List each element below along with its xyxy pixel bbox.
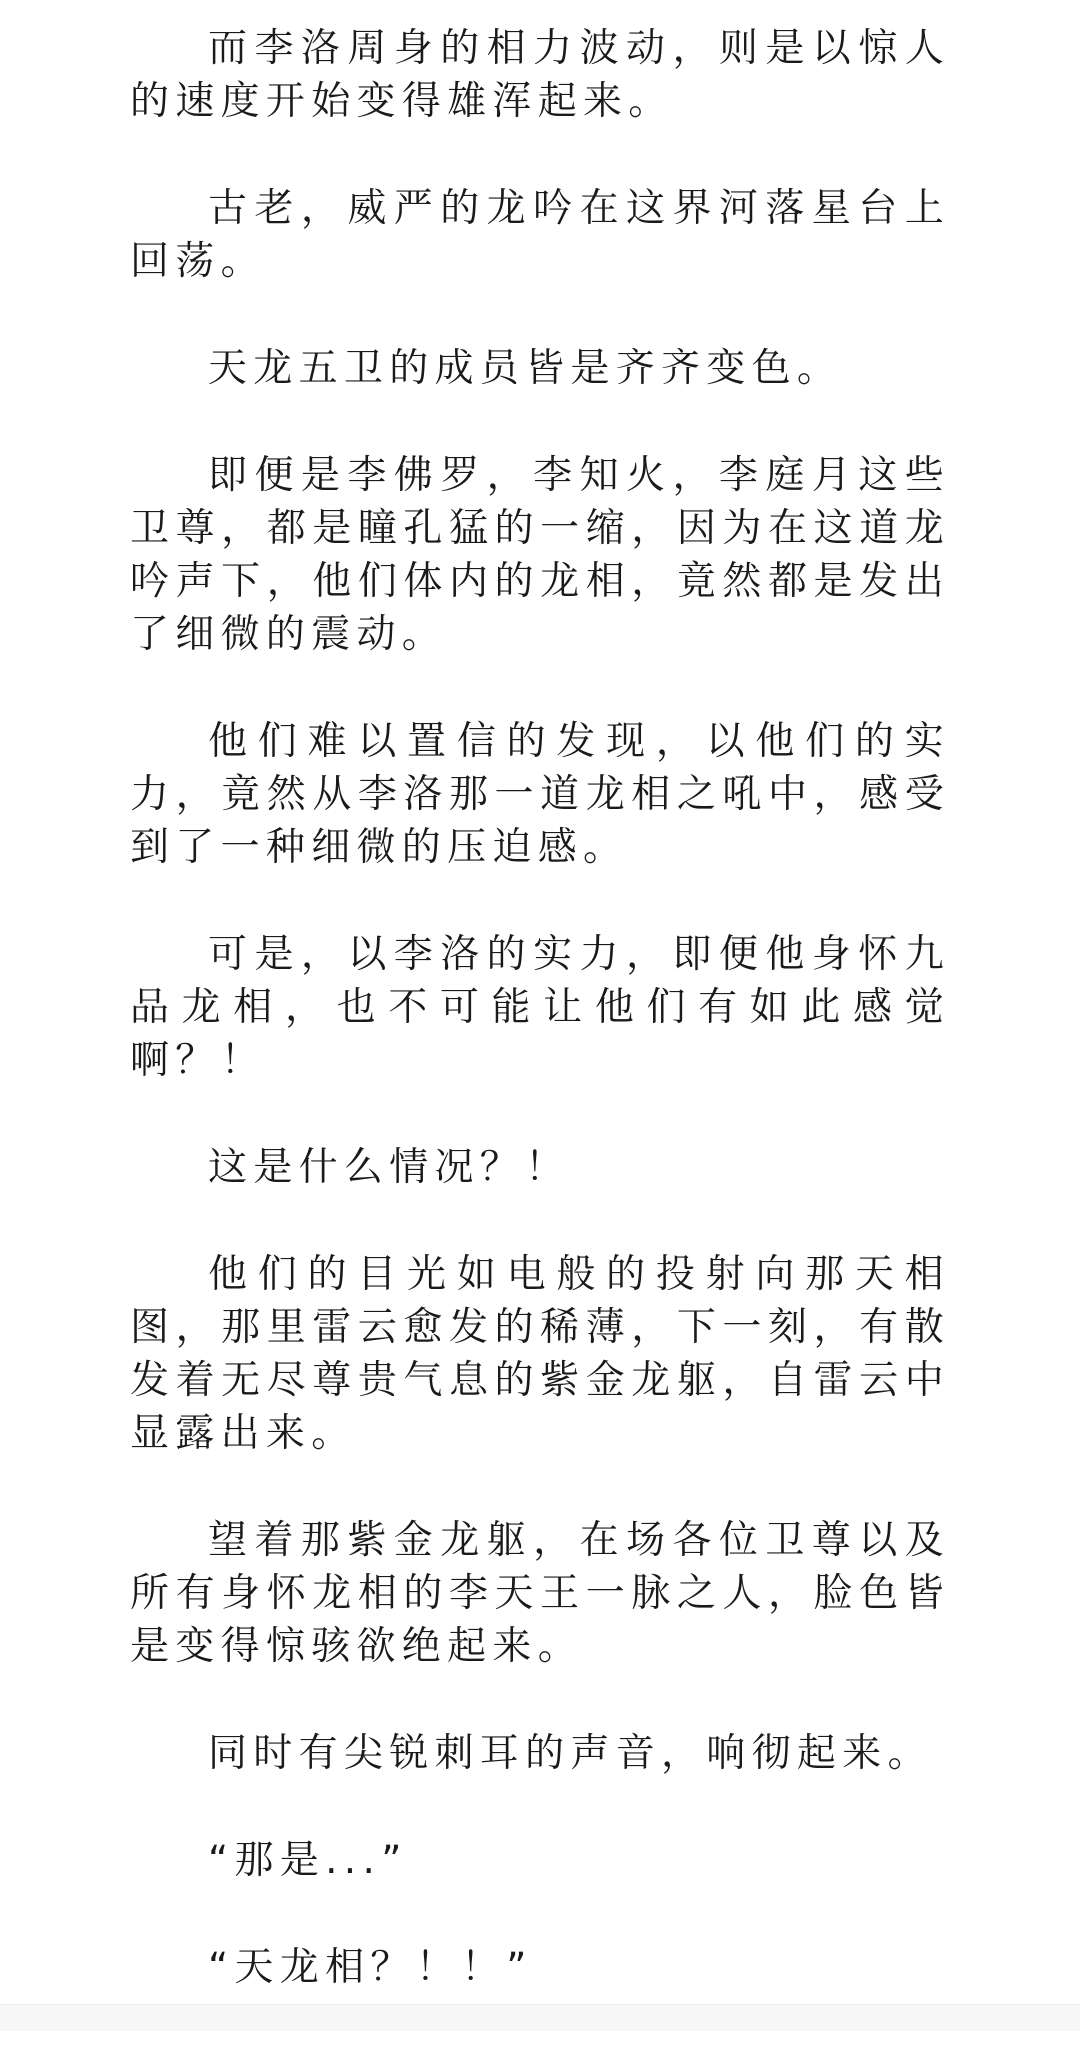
paragraph: 天龙五卫的成员皆是齐齐变色。 xyxy=(208,346,843,391)
reader-content xyxy=(130,22,950,2048)
paragraph: 可是，以李洛的实力，即便他身怀九品龙相，也不可能让他们有如此感觉啊？！ xyxy=(130,932,950,1083)
paragraph: 他们难以置信的发现，以他们的实力，竟然从李洛那一道龙相之吼中，感受到了一种细微的压迫感。 xyxy=(130,719,950,870)
bottom-bar xyxy=(0,2004,1080,2031)
paragraph: 望着那紫金龙躯，在场各位卫尊以及所有身怀龙相的李天王一脉之人，脸色皆是变得惊骇欲绝起来。 xyxy=(130,1518,950,1669)
paragraph: 古老，威严的龙吟在这界河落星台上回荡。 xyxy=(130,186,950,284)
paragraph: 即便是李佛罗，李知火，李庭月这些卫尊，都是瞳孔猛的一缩，因为在这道龙吟声下，他们体内的龙相，竟然都是发出了细微的震动。 xyxy=(130,453,950,657)
paragraph: 他们的目光如电般的投射向那天相图，那里雷云愈发的稀薄，下一刻，有散发着无尽尊贵气息的紫金龙躯，自雷云中显露出来。 xyxy=(130,1252,950,1456)
paragraph: “天龙相？！！” xyxy=(208,1945,533,1990)
paragraph: “那是...” xyxy=(208,1838,408,1883)
paragraph: 这是什么情况？！ xyxy=(208,1145,571,1190)
paragraph: 同时有尖锐刺耳的声音，响彻起来。 xyxy=(208,1731,933,1776)
paragraph: 而李洛周身的相力波动，则是以惊人的速度开始变得雄浑起来。 xyxy=(130,26,950,124)
